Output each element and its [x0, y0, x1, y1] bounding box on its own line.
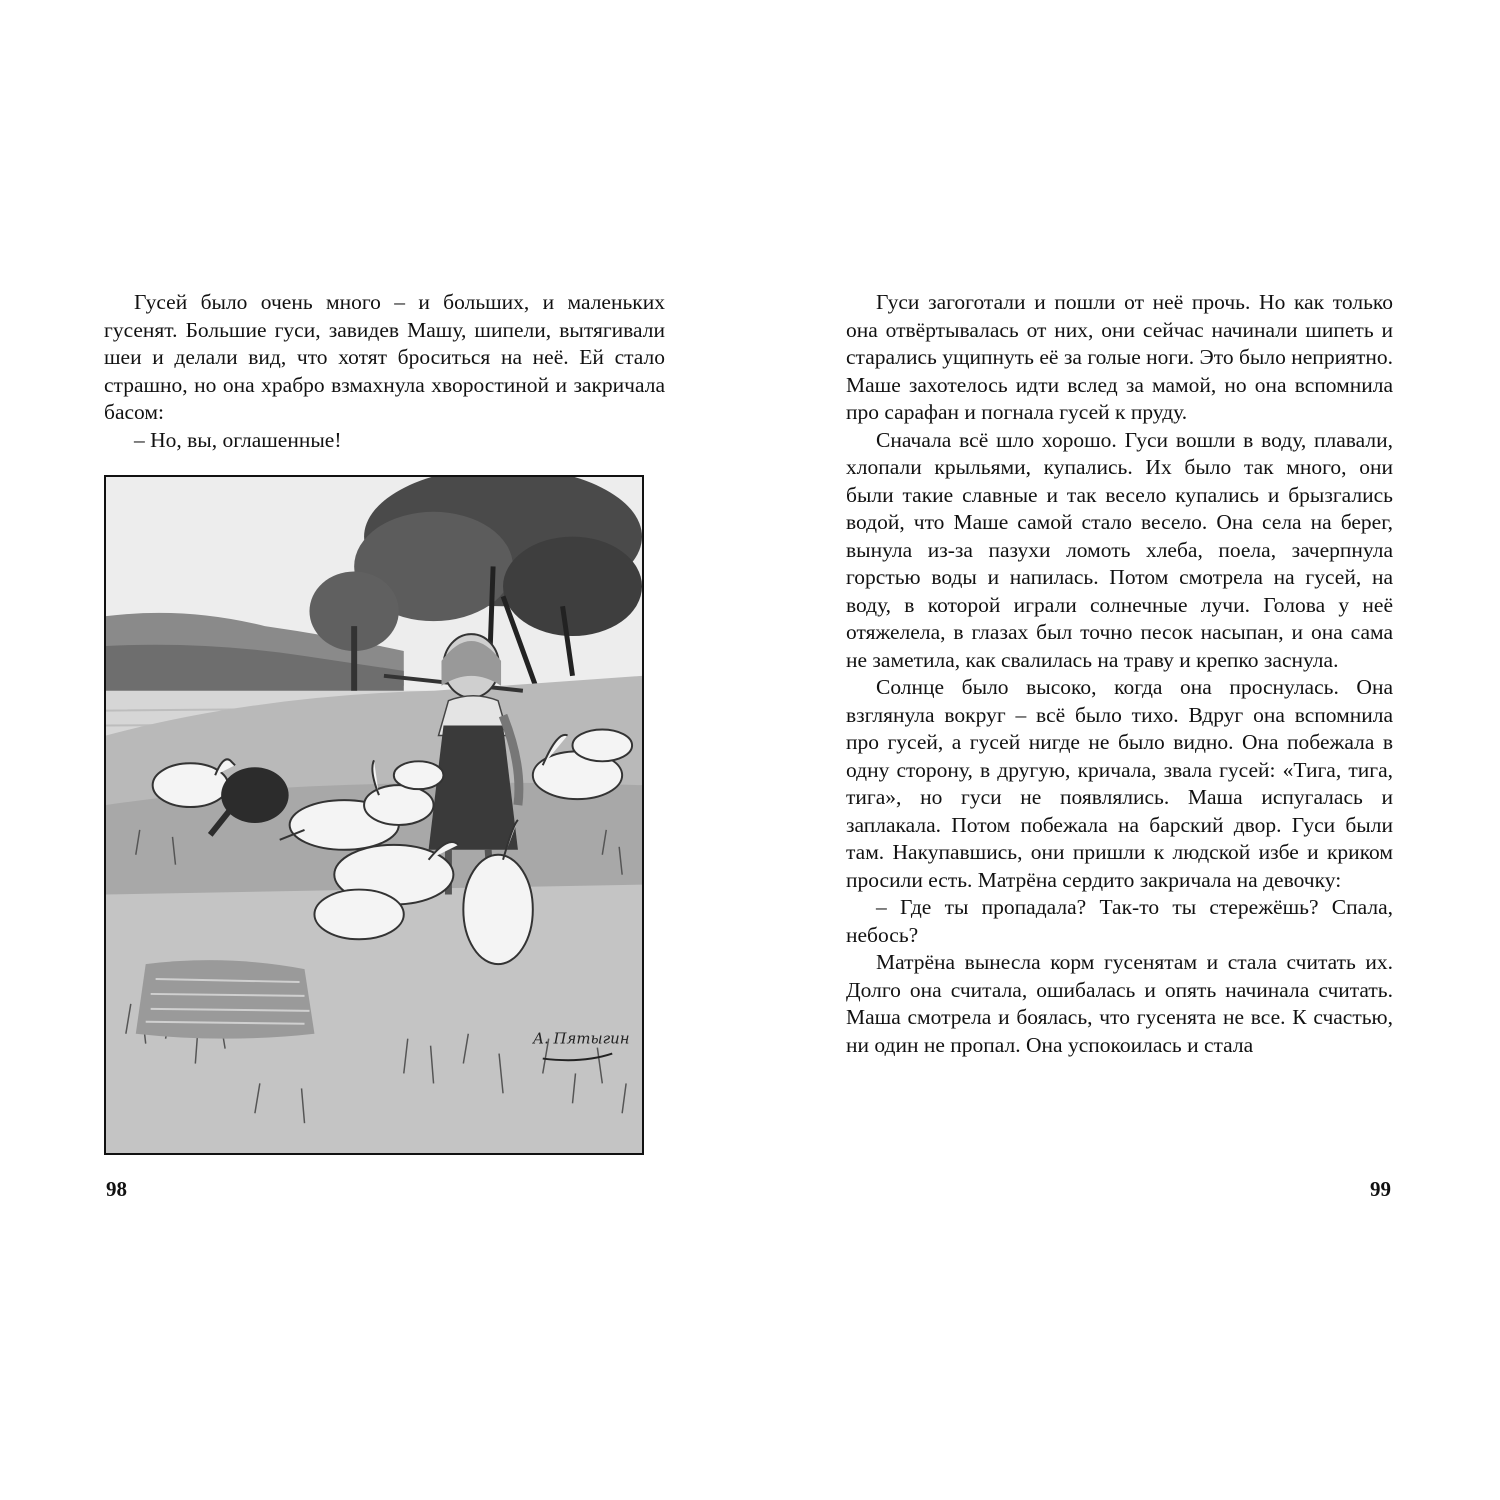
page-number: 98	[106, 1177, 127, 1201]
paragraph: Матрёна вынесла корм гусенятам и стала считать их. Долго она считала, ошибалась и опять начинала считать. Маша смотрела и боялась, что гусенята не все. К счастью, ни один не пропал. Она успокоилась и стала	[846, 950, 1393, 1057]
paragraph: Солнце было высоко, когда она проснулась. Она взглянула вокруг – всё было тихо. Вдруг она вспомнила про гусей, а гусей нигде не было видно. Она побежала в одну сторону, в другую, кричала, звала гусей: «Тига, тига, тига», но гуси не появлялись. Маша испугалась и заплакала. Потом побежала на барский двор. Гуси были там. Накупавшись, они пришли к людской избе и криком просили есть. Матрёна сердито закричала на девочку:	[846, 675, 1393, 892]
paragraph: Гусей было очень много – и больших, и маленьких гусенят. Большие гуси, завидев Машу, шипели, вытягивали шеи и делали вид, что хотят броситься на неё. Ей стало страшно, но она храбро взмахнула хворостиной и закричала басом:	[104, 290, 665, 424]
paragraph: Гуси загоготали и пошли от неё прочь. Но как только она отвёртывалась от них, они сейчас начинали шипеть и старались ущипнуть её за голые ноги. Это было неприятно. Маше захотелось идти вслед за мамой, но она вспомнила про сарафан и погнала гусей к пруду.	[846, 290, 1393, 424]
illustration-girl-with-geese	[104, 475, 644, 1155]
right-page	[750, 0, 1500, 1500]
paragraph: – Где ты пропадала? Так-то ты стережёшь? Спала, небось?	[846, 895, 1393, 947]
paragraph: – Но, вы, оглашенные!	[134, 427, 342, 452]
illustration-signature: А. Пятыгин	[532, 1029, 630, 1048]
illustration-drawing	[106, 477, 642, 1153]
paragraph: Сначала всё шло хорошо. Гуси вошли в воду, плавали, хлопали крыльями, купались. Их было так много, они были такие славные и так весело купались и брызгались водой, что Маше самой стало весело. Она села на берег, вынула из-за пазухи ломоть хлеба, поела, зачерпнула горстью воды и напилась. Потом смотрела на гусей, на воду, в которой играли солнечные лучи. Голова у неё отяжелела, в глазах был точно песок насыпан, и она сама не заметила, как свалилась на траву и крепко заснула.	[846, 427, 1393, 672]
left-page-text	[104, 289, 665, 454]
page-number: 99	[1370, 1177, 1391, 1201]
right-page-text	[846, 289, 1393, 1059]
